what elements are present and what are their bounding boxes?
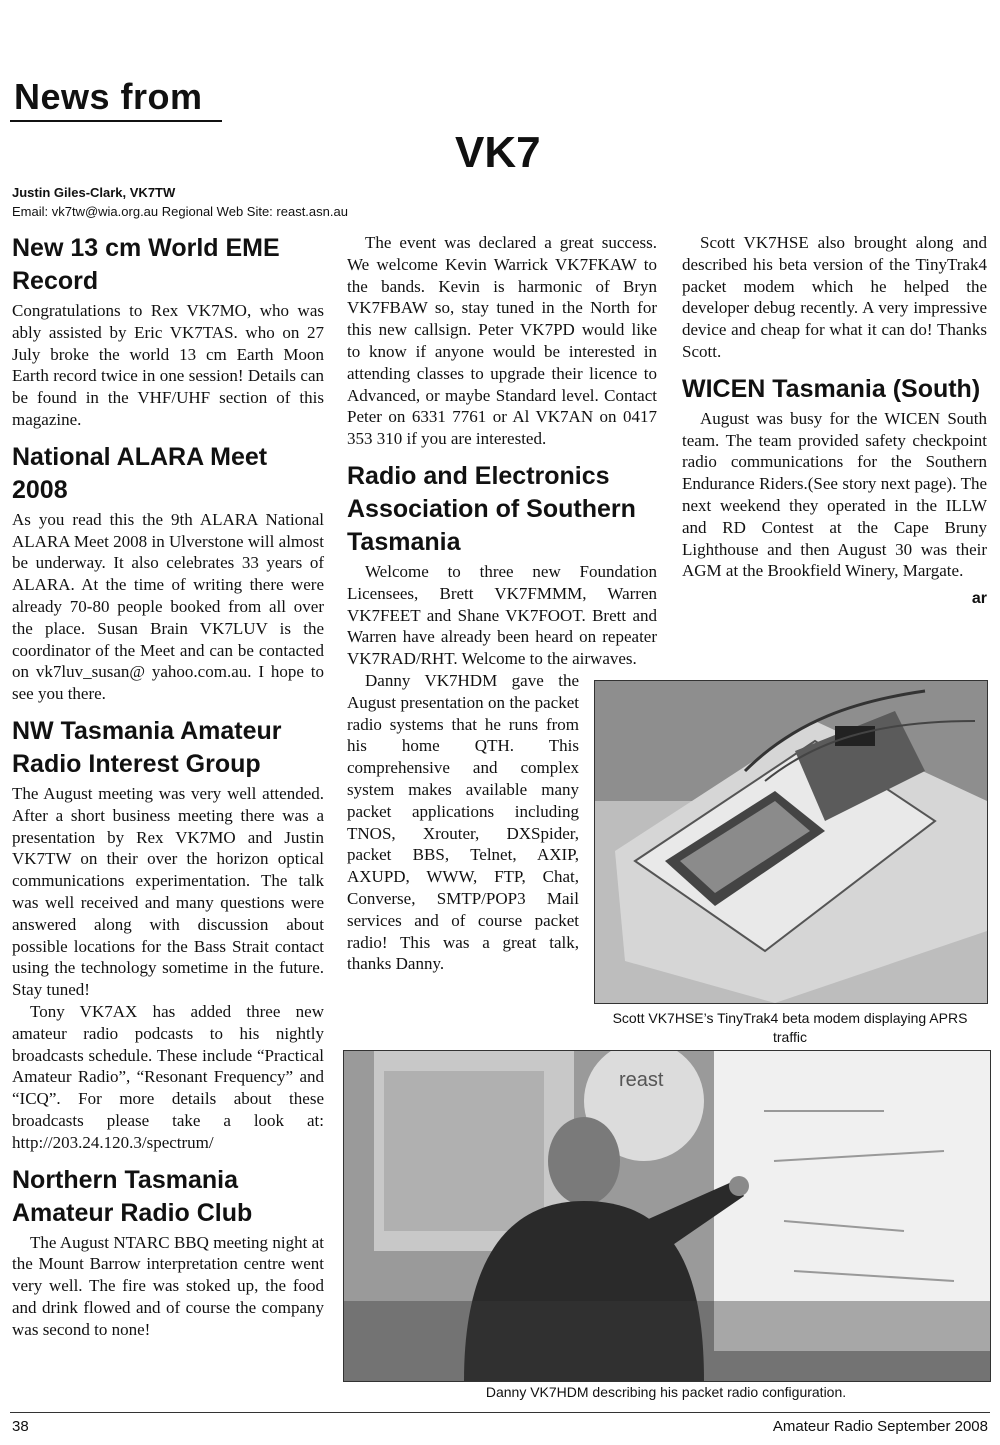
paragraph-alara: As you read this the 9th ALARA National ALARA Meet 2008 in Ulverstone will almost be underway. It also celebrates 33 years of ALARA. At the time of writing there were already 70-80 people booked from all over the place. Susan Brain VK7LUV is the coordinator of the Meet and can be contacted on vk7luv_susan@ yahoo.com.au. I hope to see you there. <box>12 509 324 704</box>
paragraph-scott: Scott VK7HSE also brought along and described his beta version of the TinyTrak4 packet modem which he helped the developer debug recently. A very impressive device and cheap for what it can do! Thanks Scott. <box>682 233 987 361</box>
heading-ntarc: Northern Tasmania Amateur Radio Club <box>12 1165 253 1227</box>
paragraph-event: The event was declared a great success. We welcome Kevin Warrick VK7FKAW to the bands. Kevin is harmonic of Bryn VK7FBAW so, stay tuned in the North for this new callsign. Peter VK7PD would like to know if anyone would be interested in attending classes to upgrade their licence to Advanced, or maybe Standard level. Contact Peter on 6331 7761 or Al VK7AN on 0417 353 310 if you are interested. <box>347 233 657 449</box>
heading-reast: Radio and Electronics Association of Southern Tasmania <box>347 461 636 556</box>
banner-text: reast <box>619 1069 664 1091</box>
heading-wicen: WICEN Tasmania (South) <box>682 374 981 403</box>
author-name: Justin Giles-Clark, VK7TW <box>12 185 176 200</box>
page-title: News from <box>14 76 203 117</box>
paragraph-wicen: August was busy for the WICEN South team. The team provided safety checkpoint radio communications for the Southern Endurance Riders.(See story next page). The next weekend they operated in the ILLW and RD Contest at the Cape Bruny Lighthouse and then August 30 was their AGM at the Brookfield Winery, Margate. <box>682 408 987 581</box>
end-mark: ar <box>971 590 987 608</box>
byline <box>12 183 348 221</box>
footer-rule <box>10 1412 990 1413</box>
column-3 <box>682 232 987 608</box>
presenter-photo <box>343 1050 991 1382</box>
modem-caption: Scott VK7HSE’s TinyTrak4 beta modem displaying APRS traffic <box>612 1010 968 1045</box>
paragraph-reast-2: Danny VK7HDM gave the August presentation on the packet radio systems that he runs from his home QTH. This comprehensive and complex system makes available many packet applications including TNOS, Xrouter, DXSpider, packet BBS, Telnet, AXIP, AXUPD, WWW, FTP, Chat, Converse, SMTP/POP3 Mail services and of course packet radio! This was a great talk, thanks Danny. <box>347 670 579 974</box>
presenter-caption: Danny VK7HDM describing his packet radio configuration. <box>485 1384 847 1400</box>
presenter-illustration <box>344 1051 990 1381</box>
heading-eme-record: New 13 cm World EME Record <box>12 234 280 295</box>
modem-illustration <box>595 681 987 1003</box>
paragraph-ntarc: The August NTARC BBQ meeting night at the Mount Barrow interpretation centre went very well. The fire was stoked up, the food and drink flowed and of course the company was second to none! <box>12 1232 324 1339</box>
paragraph-reast-1: Welcome to three new Foundation Licensees, Brett VK7FMMM, Warren VK7FEET and Shane VK7FOOT. Brett and Warren have already been heard on repeater VK7RAD/RHT. Welcome to the airwaves. <box>347 561 657 669</box>
modem-photo <box>594 680 988 1004</box>
column-1 <box>12 232 324 1340</box>
paragraph-nw-2: Tony VK7AX has added three new amateur radio podcasts to his nightly broadcasts schedule. These include “Practical Amateur Radio”, “Resonant Frequency” and “ICQ”. For more details about these broadcasts please take a look at: http://203.24.120.3/spectrum/ <box>12 1001 324 1152</box>
heading-alara: National ALARA Meet 2008 <box>12 442 268 504</box>
publication-name: Amateur Radio September 2008 <box>772 1418 988 1435</box>
region-title: VK7 <box>455 128 541 177</box>
heading-nw-tasmania: NW Tasmania Amateur Radio Interest Group <box>12 716 282 778</box>
paragraph-eme: Congratulations to Rex VK7MO, who was ably assisted by Eric VK7TAS. who on 27 July broke the world 13 cm Earth Moon Earth record twice in one session! Details can be found in the VHF/UHF section of this magazine. <box>12 301 324 429</box>
page-number: 38 <box>12 1418 29 1435</box>
author-contact: Email: vk7tw@wia.org.au Regional Web Site: reast.asn.au <box>12 204 348 219</box>
paragraph-nw-1: The August meeting was very well attended. After a short business meeting there was a presentation by Rex VK7MO and Justin VK7TW on their over the horizon optical communications experimentation. The talk was well received and many questions were answered along with discussion about possible locations for the Bass Strait contact using the technology sometime in the future. Stay tuned! <box>12 783 324 1000</box>
